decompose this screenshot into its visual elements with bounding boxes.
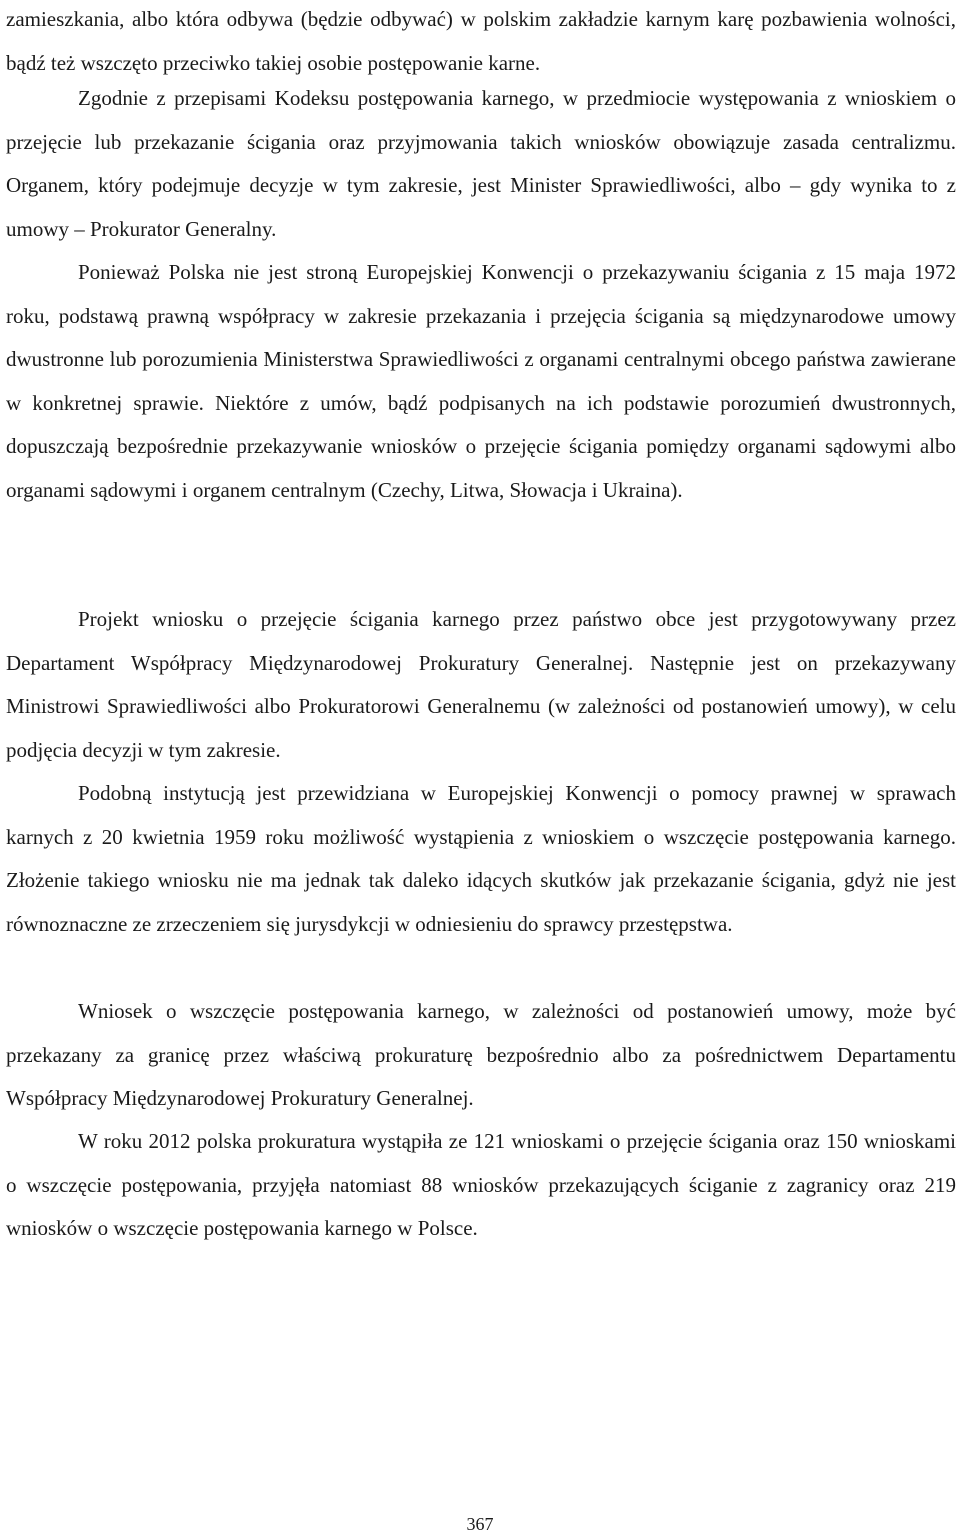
page-number: 367 <box>466 1514 494 1534</box>
paragraph-3: Ponieważ Polska nie jest stroną Europejskiej Konwencji o przekazywaniu ścigania z 15 maja 1972 roku, podstawą prawną współpracy w zakresie przekazania i przejęcia ścigania są międzynarodowe umowy dwustronne lub porozumienia Ministerstwa Sprawiedliwości z organami centralnymi obcego państwa zawierane w konkretnej sprawie. Niektóre z umów, bądź podpisanych na ich podstawie porozumień dwustronnych, dopuszczają bezpośrednie przekazywanie wniosków o przejęcie ścigania pomiędzy organami sądowymi albo organami sądowymi i organem centralnym (Czechy, Litwa, Słowacja i Ukraina). <box>6 260 956 502</box>
paragraph-5: Podobną instytucją jest przewidziana w Europejskiej Konwencji o pomocy prawnej w sprawach karnych z 20 kwietnia 1959 roku możliwość wystąpienia z wnioskiem o wszczęcie postępowania karnego. Złożenie takiego wniosku nie ma jednak tak daleko idących skutków jak przekazanie ścigania, gdyż nie jest równoznaczne ze zrzeczeniem się jurysdykcji w odniesieniu do sprawcy przestępstwa. <box>6 781 956 936</box>
paragraph-7: W roku 2012 polska prokuratura wystąpiła ze 121 wnioskami o przejęcie ścigania oraz 150 wnioskami o wszczęcie postępowania, przyjęła natomiast 88 wniosków przekazujących ściganie z zagranicy oraz 219 wniosków o wszczęcie postępowania karnego w Polsce. <box>6 1129 956 1240</box>
paragraph-4: Projekt wniosku o przejęcie ścigania karnego przez państwo obce jest przygotowywany przez Departament Współpracy Międzynarodowej Prokuratury Generalnej. Następnie jest on przekazywany Ministrowi Sprawiedliwości albo Prokuratorowi Generalnemu (w zależności od postanowień umowy), w celu podjęcia decyzji w tym zakresie. <box>6 607 956 762</box>
paragraph-1: zamieszkania, albo która odbywa (będzie odbywać) w polskim zakładzie karnym karę pozbawienia wolności, bądź też wszczęto przeciwko takiej osobie postępowanie karne. <box>6 7 956 75</box>
paragraph-6: Wniosek o wszczęcie postępowania karnego, w zależności od postanowień umowy, może być przekazany za granicę przez właściwą prokuraturę bezpośrednio albo za pośrednictwem Departamentu Współpracy Międzynarodowej Prokuratury Generalnej. <box>6 999 956 1110</box>
paragraph-2: Zgodnie z przepisami Kodeksu postępowania karnego, w przedmiocie występowania z wnioskiem o przejęcie lub przekazanie ścigania oraz przyjmowania takich wniosków obowiązuje zasada centralizmu. Organem, który podejmuje decyzje w tym zakresie, jest Minister Sprawiedliwości, albo – gdy wynika to z umowy – Prokurator Generalny. <box>6 86 956 241</box>
